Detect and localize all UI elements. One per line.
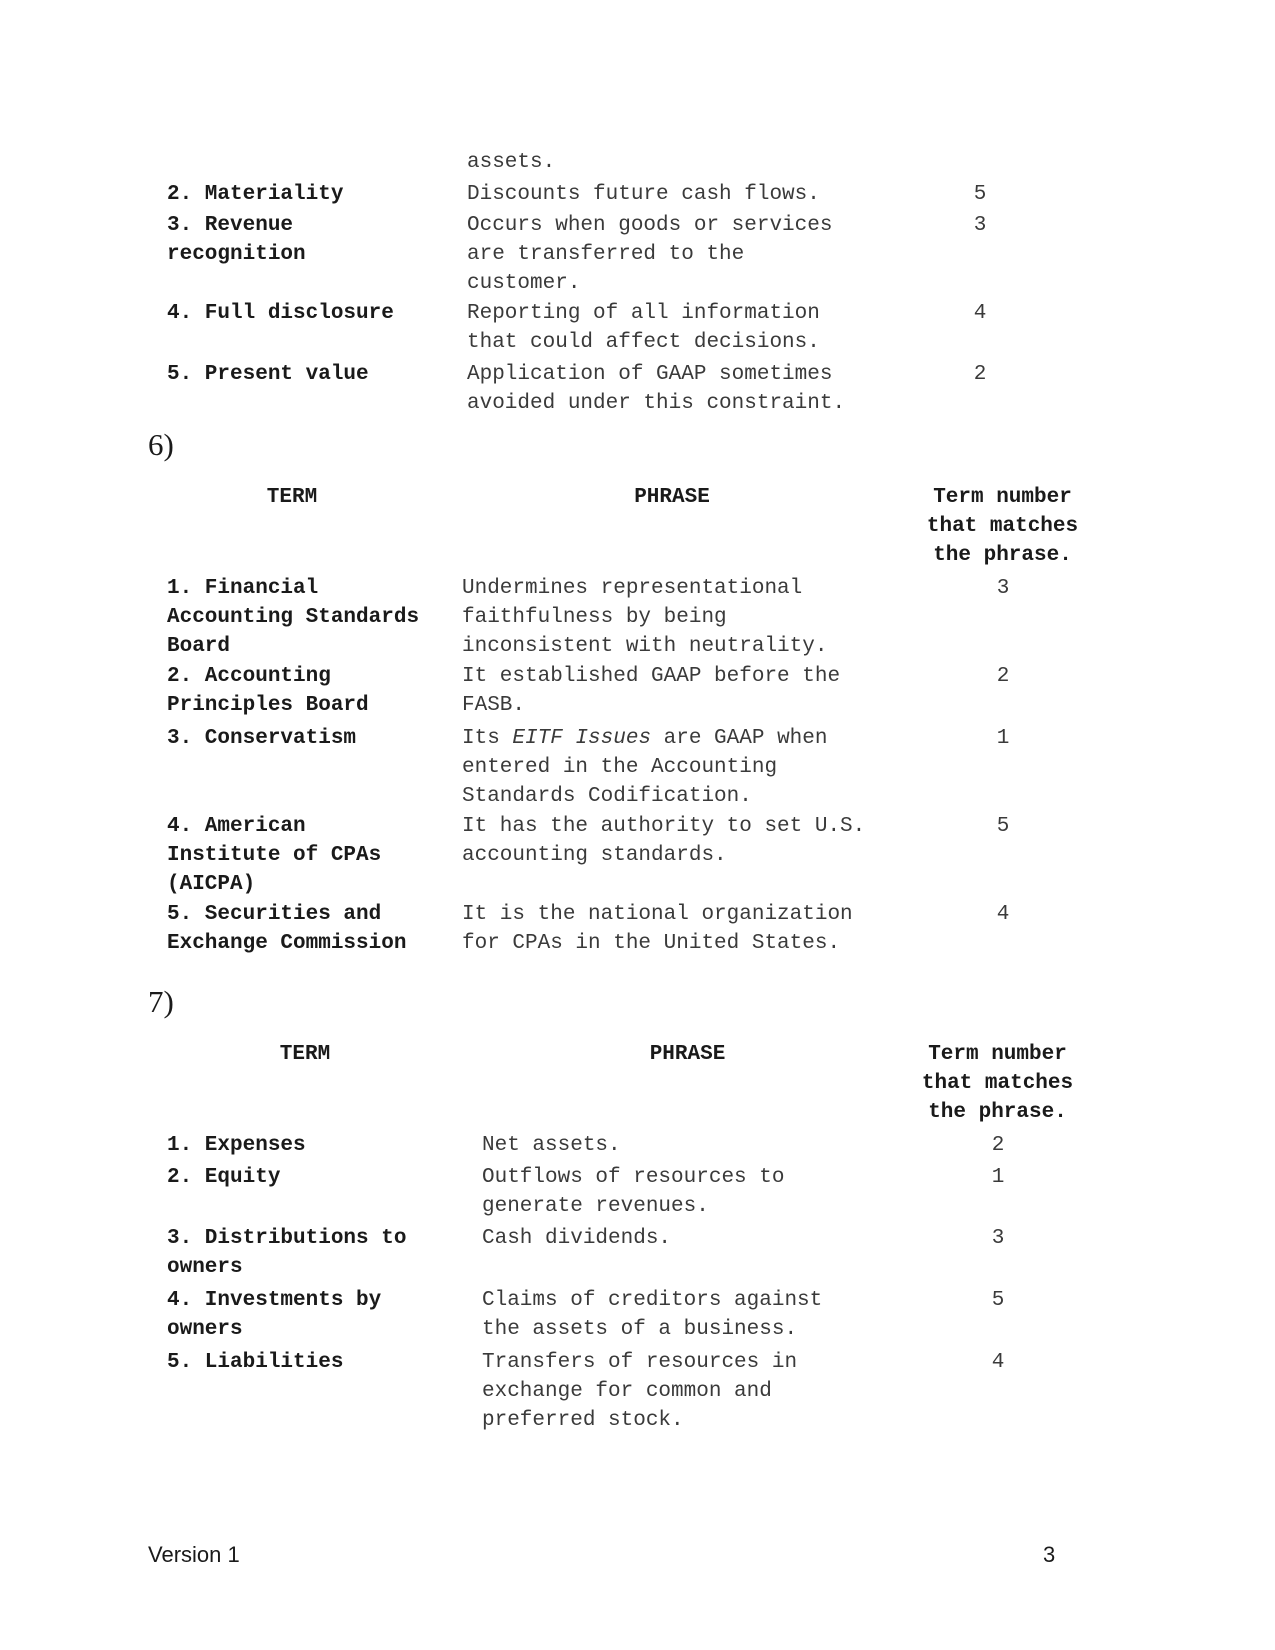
match-cell: 4 <box>991 1351 1005 1374</box>
phrase-cell: Occurs when goods or services are transferred to the customer. <box>467 214 833 295</box>
phrase-cell: Discounts future cash flows. <box>467 183 820 206</box>
match-cell: 3 <box>996 577 1010 600</box>
term-cell: 5. Present value <box>167 363 369 386</box>
term-cell: 2. Equity <box>167 1166 281 1189</box>
phrase-cell <box>462 724 827 811</box>
match-cell: 4 <box>996 903 1010 926</box>
term-cell: 4. Investments by owners <box>167 1289 382 1341</box>
match-cell: 3 <box>973 214 987 237</box>
phrase-cell: Outflows of resources to generate revenues. <box>482 1166 785 1218</box>
phrase-text-post: are GAAP when entered in the Accounting Standards Codification. <box>462 727 828 808</box>
header-phrase: PHRASE <box>634 486 710 509</box>
phrase-cell: It established GAAP before the FASB. <box>462 665 841 717</box>
page-number: 3 <box>1043 1542 1056 1567</box>
match-cell: 4 <box>973 302 987 325</box>
term-cell: 1. Expenses <box>167 1134 306 1157</box>
header-phrase: PHRASE <box>649 1043 726 1066</box>
phrase-cell: Application of GAAP sometimes avoided under this constraint. <box>467 363 846 415</box>
phrase-emphasis: EITF Issues <box>512 727 652 750</box>
phrase-cell: Undermines representational faithfulness by being inconsistent with neutrality. <box>462 577 828 658</box>
carry-over-phrase: assets. <box>467 151 556 174</box>
match-cell: 2 <box>991 1134 1005 1157</box>
header-term: TERM <box>266 486 318 509</box>
match-cell: 1 <box>996 727 1010 750</box>
term-cell: 4. American Institute of CPAs (AICPA) <box>167 815 382 896</box>
match-cell: 5 <box>991 1289 1005 1312</box>
term-cell: 2. Materiality <box>167 183 344 206</box>
term-cell: 3. Distributions to owners <box>167 1227 407 1279</box>
header-match: Term number that matches the phrase. <box>921 1043 1074 1124</box>
term-cell: 4. Full disclosure <box>167 302 394 325</box>
phrase-cell: Reporting of all information that could affect decisions. <box>467 302 820 354</box>
phrase-cell: It is the national organization for CPAs in the United States. <box>462 903 853 955</box>
footer-version: Version 1 <box>148 1542 240 1567</box>
match-cell: 2 <box>996 665 1010 688</box>
term-cell: 3. Revenue recognition <box>167 214 306 266</box>
question-number: 6) <box>148 427 174 462</box>
question-number: 7) <box>148 984 174 1019</box>
phrase-cell: Claims of creditors against the assets of a business. <box>482 1289 823 1341</box>
phrase-text-pre: Its <box>462 727 513 750</box>
phrase-cell: Net assets. <box>482 1134 621 1157</box>
phrase-cell: Cash dividends. <box>482 1227 672 1250</box>
match-cell: 1 <box>991 1166 1005 1189</box>
term-cell: 1. Financial Accounting Standards Board <box>167 577 420 658</box>
term-cell: 2. Accounting Principles Board <box>167 665 369 717</box>
term-cell: 5. Securities and Exchange Commission <box>167 903 407 955</box>
header-term: TERM <box>279 1043 331 1066</box>
header-match: Term number that matches the phrase. <box>926 486 1079 567</box>
term-cell: 3. Conservatism <box>167 727 357 750</box>
match-cell: 5 <box>973 183 987 206</box>
match-cell: 3 <box>991 1227 1005 1250</box>
phrase-cell: Transfers of resources in exchange for common and preferred stock. <box>482 1351 798 1432</box>
match-cell: 2 <box>973 363 987 386</box>
term-cell: 5. Liabilities <box>167 1351 344 1374</box>
match-cell: 5 <box>996 815 1010 838</box>
phrase-cell: It has the authority to set U.S. accounting standards. <box>462 815 866 867</box>
